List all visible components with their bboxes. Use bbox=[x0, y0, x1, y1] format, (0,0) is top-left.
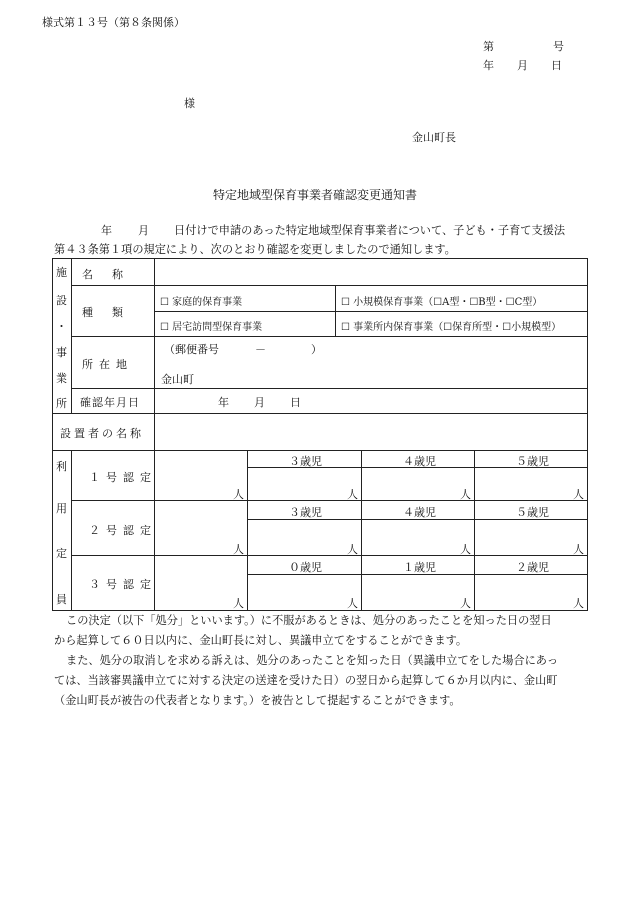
side-label-char: ・ bbox=[56, 320, 67, 333]
document-title: 特定地域型保育事業者確認変更通知書 bbox=[212, 188, 417, 202]
unit-person: 人 bbox=[347, 543, 358, 556]
name-label: 名 称 bbox=[82, 268, 127, 281]
issuer: 金山町長 bbox=[412, 131, 456, 144]
age-header: ４歳児 bbox=[403, 455, 436, 468]
age-header: ３歳児 bbox=[289, 455, 322, 468]
postal-close: ） bbox=[311, 343, 322, 356]
side-label-char: 事 bbox=[56, 346, 67, 359]
doc-number-go: 号 bbox=[553, 40, 564, 53]
intro-line1: 日付けで申請のあった特定地域型保育事業者について、子ども・子育て支援法 bbox=[174, 224, 566, 237]
cert-row-label: １号認定 bbox=[89, 471, 157, 484]
unit-person: 人 bbox=[233, 543, 244, 556]
date-month: 月 bbox=[517, 59, 528, 72]
type-option-small-scale[interactable]: ☐ 小規模保育事業（☐A型・☐B型・☐C型） bbox=[341, 297, 543, 308]
age-header: １歳児 bbox=[403, 561, 436, 574]
age-header: ０歳児 bbox=[289, 561, 322, 574]
type-option-home-daycare[interactable]: ☐ 家庭的保育事業 bbox=[160, 297, 243, 308]
confirm-date-label: 確認年月日 bbox=[80, 396, 140, 409]
postal-dash: － bbox=[255, 343, 266, 356]
side-label-char: 施 bbox=[56, 266, 67, 279]
age-header: ３歳児 bbox=[289, 506, 322, 519]
unit-person: 人 bbox=[233, 488, 244, 501]
intro-month: 月 bbox=[138, 224, 149, 237]
form-number: 様式第１３号（第８条関係） bbox=[42, 16, 185, 29]
unit-person: 人 bbox=[460, 543, 471, 556]
confirm-date-day: 日 bbox=[290, 396, 301, 409]
unit-person: 人 bbox=[460, 488, 471, 501]
age-header: ４歳児 bbox=[403, 506, 436, 519]
founder-label: 設置者の名称 bbox=[60, 427, 144, 440]
type-option-home-visit[interactable]: ☐ 居宅訪問型保育事業 bbox=[160, 322, 263, 333]
confirm-date-year: 年 bbox=[218, 396, 229, 409]
unit-person: 人 bbox=[347, 597, 358, 610]
cert-row-label: ２号認定 bbox=[89, 524, 157, 537]
intro-year: 年 bbox=[101, 224, 112, 237]
age-header: ５歳児 bbox=[516, 455, 549, 468]
town-name: 金山町 bbox=[161, 373, 194, 386]
date-year: 年 bbox=[483, 59, 494, 72]
age-header: ５歳児 bbox=[516, 506, 549, 519]
capacity-side-char: 定 bbox=[56, 547, 67, 560]
date-day: 日 bbox=[551, 59, 562, 72]
type-option-workplace[interactable]: ☐ 事業所内保育事業（☐保育所型・☐小規模型） bbox=[341, 322, 562, 333]
note-p1-line2: から起算して６０日以内に、金山町長に対し、異議申立てをすることができます。 bbox=[54, 634, 468, 647]
side-label-char: 所 bbox=[56, 397, 67, 410]
postal-label: （郵便番号 bbox=[164, 343, 219, 356]
note-p2-line3: （金山町長が被告の代表者となります。）を被告として提起することができます。 bbox=[54, 694, 461, 707]
unit-person: 人 bbox=[573, 488, 584, 501]
confirm-date-month: 月 bbox=[254, 396, 265, 409]
unit-person: 人 bbox=[347, 488, 358, 501]
intro-line2: 第４３条第１項の規定により、次のとおり確認を変更しましたので通知します。 bbox=[54, 243, 456, 256]
location-label: 所在地 bbox=[82, 358, 133, 371]
note-p1-line1: この決定（以下「処分」といいます。）に不服があるときは、処分のあったことを知った日の翌日 bbox=[66, 614, 552, 627]
type-label: 種 類 bbox=[82, 306, 127, 319]
unit-person: 人 bbox=[573, 597, 584, 610]
capacity-side-char: 員 bbox=[56, 593, 67, 606]
note-p2-line1: また、処分の取消しを求める訴えは、処分のあったことを知った日（異議申立てをした場合にあっ bbox=[66, 654, 559, 667]
unit-person: 人 bbox=[460, 597, 471, 610]
cert-row-label: ３号認定 bbox=[89, 578, 157, 591]
age-header: ２歳児 bbox=[516, 561, 549, 574]
doc-number-dai: 第 bbox=[483, 40, 494, 53]
capacity-side-char: 用 bbox=[56, 502, 67, 515]
side-label-char: 設 bbox=[56, 294, 67, 307]
note-p2-line2: ては、当該審異議申立てに対する決定の送達を受けた日）の翌日から起算して６か月以内に、金山町 bbox=[54, 674, 558, 687]
side-label-char: 業 bbox=[56, 372, 67, 385]
addressee-suffix: 様 bbox=[184, 97, 195, 110]
unit-person: 人 bbox=[573, 543, 584, 556]
capacity-side-char: 利 bbox=[56, 460, 67, 473]
unit-person: 人 bbox=[233, 597, 244, 610]
